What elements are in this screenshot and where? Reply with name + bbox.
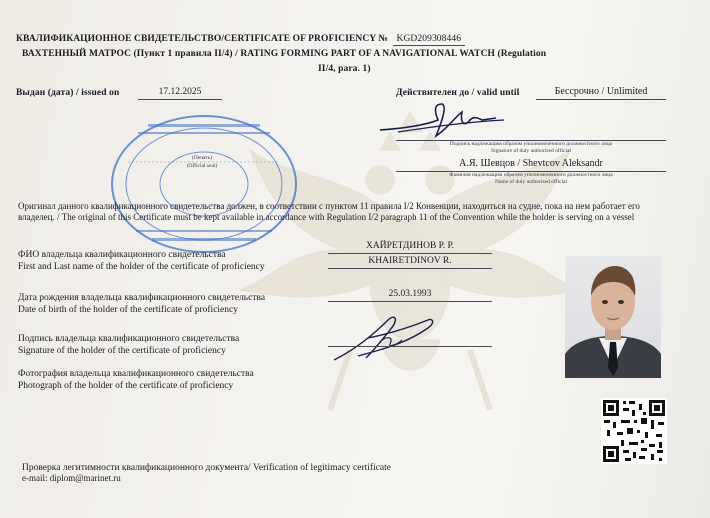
certificate-number: KGD209308446	[393, 34, 466, 46]
issued-date: 17.12.2025	[158, 87, 202, 97]
verification-email: e-mail: diplom@marinet.ru	[22, 473, 121, 483]
photo-label-en: Photograph of the holder of the certificate of proficiency	[18, 381, 234, 391]
dob-label-en: Date of birth of the holder of the certificate of proficiency	[18, 305, 238, 315]
dob-label-ru: Дата рождения владельца квалификационного свидетельства	[18, 293, 266, 303]
certificate-title	[16, 35, 465, 45]
official-name: А.Я. Шевцов / Shevtcov Aleksandr	[459, 158, 603, 169]
holder-photo	[565, 256, 661, 378]
holder-signature-label-ru: Подпись владельца квалификационного свидетельства	[18, 334, 240, 344]
official-stamp-icon	[108, 112, 300, 258]
valid-label: Действителен до / valid until	[396, 88, 520, 98]
holder-signature-label-en: Signature of the holder of the certificate of proficiency	[18, 346, 226, 356]
holder-name-ru: ХАЙРЕТДИНОВ Р. Р.	[366, 241, 454, 251]
notice-text: Оригинал данного квалификационного свидетельства должен, в соответствии с пунктом 11 правила I/2 Конвенции, находиться на судне, пока на нем работает его владелец. / The original of this Certificate must be kept available in accordance with Regulation I/2 paragraph 11 of the Convention while the holder is serving on a vessel	[18, 201, 640, 222]
holder-portrait-icon	[565, 256, 661, 378]
official-signature-caption-en: Signature of duly authorized official	[491, 148, 571, 154]
rating-title-cont: II/4, para. 1)	[318, 64, 371, 74]
photo-label-ru: Фотография владельца квалификационного свидетельства	[18, 369, 254, 379]
verification-text: Проверка легитимности квалификационного документа/ Verification of legitimacy certificate	[22, 463, 391, 473]
certificate-prefix: КВАЛИФИКАЦИОННОЕ СВИДЕТЕЛЬСТВО/CERTIFICATE OF PROFICIENCY №	[16, 34, 389, 44]
holder-name-en: KHAIRETDINOV R.	[368, 256, 452, 266]
issued-label: Выдан (дата) / issued on	[16, 88, 120, 98]
holder-name-label-ru: ФИО владельца квалификационного свидетельства	[18, 250, 226, 260]
official-signature-caption-ru: Подпись надлежащим образом уполномоченного должностного лица	[449, 141, 613, 147]
official-name-caption-en: Name of duly authorized official	[495, 179, 567, 185]
qr-code-icon	[601, 398, 667, 464]
valid-value: Бессрочно / Unlimited	[554, 86, 648, 97]
stamp-label-en: (Official seal)	[186, 163, 218, 169]
official-name-caption-ru: Фамилия надлежащим образом уполномоченного должностного лица	[449, 172, 613, 178]
holder-signature-icon	[328, 308, 440, 366]
holder-name-label-en: First and Last name of the holder of the certificate of proficiency	[18, 262, 265, 272]
holder-dob: 25.03.1993	[388, 289, 432, 299]
rating-title: ВАХТЕННЫЙ МАТРОС (Пункт 1 правила II/4) / RATING FORMING PART OF A NAVIGATIONAL WATCH (Regulation	[22, 49, 547, 59]
stamp-label-ru: (Печать)	[192, 155, 212, 161]
official-signature-icon	[378, 98, 508, 142]
